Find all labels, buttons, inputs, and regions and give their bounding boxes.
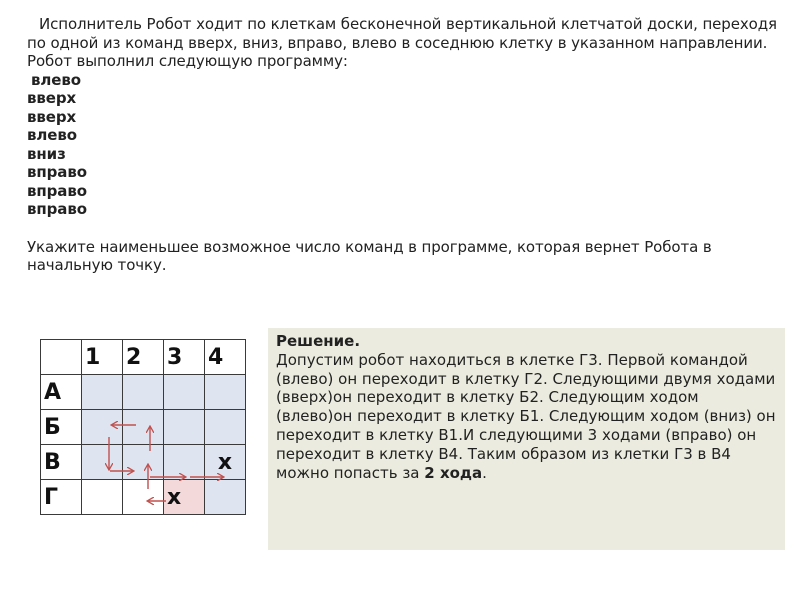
grid-corner	[41, 340, 82, 375]
problem-text	[27, 15, 777, 275]
row-header: Б	[41, 410, 82, 445]
grid-cell-a3	[164, 375, 205, 410]
row-header: А	[41, 375, 82, 410]
col-header: 4	[205, 340, 246, 375]
problem-intro: Исполнитель Робот ходит по клеткам бесконечной вертикальной клетчатой доски, переходя по одной из команд вверх, вниз, вправо, влево в соседнюю клетку в указанном направлении. Робот выполнил следующую программу:	[27, 15, 777, 70]
grid-cell-g2	[123, 480, 164, 515]
grid-cell-g3-start: x	[164, 480, 205, 515]
grid-cell-b2	[123, 410, 164, 445]
solution-end: .	[482, 463, 487, 482]
solution-answer: 2 хода	[424, 463, 483, 482]
program-command: вправо	[27, 181, 87, 200]
grid-cell-a1	[82, 375, 123, 410]
grid-cell-v3	[164, 445, 205, 480]
grid-cell-v2	[123, 445, 164, 480]
grid-table	[40, 339, 246, 515]
grid-cell-v4-end: x	[205, 445, 246, 480]
program-command: вправо	[27, 163, 87, 181]
program-command: вниз	[27, 144, 66, 163]
grid-cell-b3	[164, 410, 205, 445]
grid-cell-a2	[123, 375, 164, 410]
grid-cell-b1	[82, 410, 123, 445]
robot-grid	[40, 339, 246, 515]
program-command: вверх	[27, 107, 77, 126]
program-command: вправо	[27, 200, 87, 218]
solution-box	[268, 328, 785, 550]
program-command: влево	[27, 126, 77, 144]
col-header: 3	[164, 340, 205, 375]
grid-cell-v1	[82, 445, 123, 480]
problem-question: Укажите наименьшее возможное число команд в программе, которая вернет Робота в начальную точку.	[27, 237, 712, 274]
grid-cell-g4	[205, 480, 246, 515]
program-list	[27, 71, 777, 219]
col-header: 2	[123, 340, 164, 375]
solution-text: Допустим робот находиться в клетке Г3. Первой командой (влево) он переходит в клетку Г2. Следующими двумя ходами (вверх)он переходит в клетку Б2. Следующим ходом (влево)он переходит в клетку Б1. Следующим ходом (вниз) он переходит в клетку В1.И следующими 3 ходами (вправо) он переходит в клетку В4. Таким образом из клетки Г3 в В4 можно попасть за	[276, 350, 776, 482]
program-command: вверх	[27, 89, 77, 107]
program-command: влево	[31, 70, 81, 89]
grid-cell-b4	[205, 410, 246, 445]
solution-title: Решение.	[276, 332, 361, 350]
grid-cell-a4	[205, 375, 246, 410]
col-header: 1	[82, 340, 123, 375]
row-header: Г	[41, 480, 82, 515]
grid-cell-g1	[82, 480, 123, 515]
row-header: В	[41, 445, 82, 480]
